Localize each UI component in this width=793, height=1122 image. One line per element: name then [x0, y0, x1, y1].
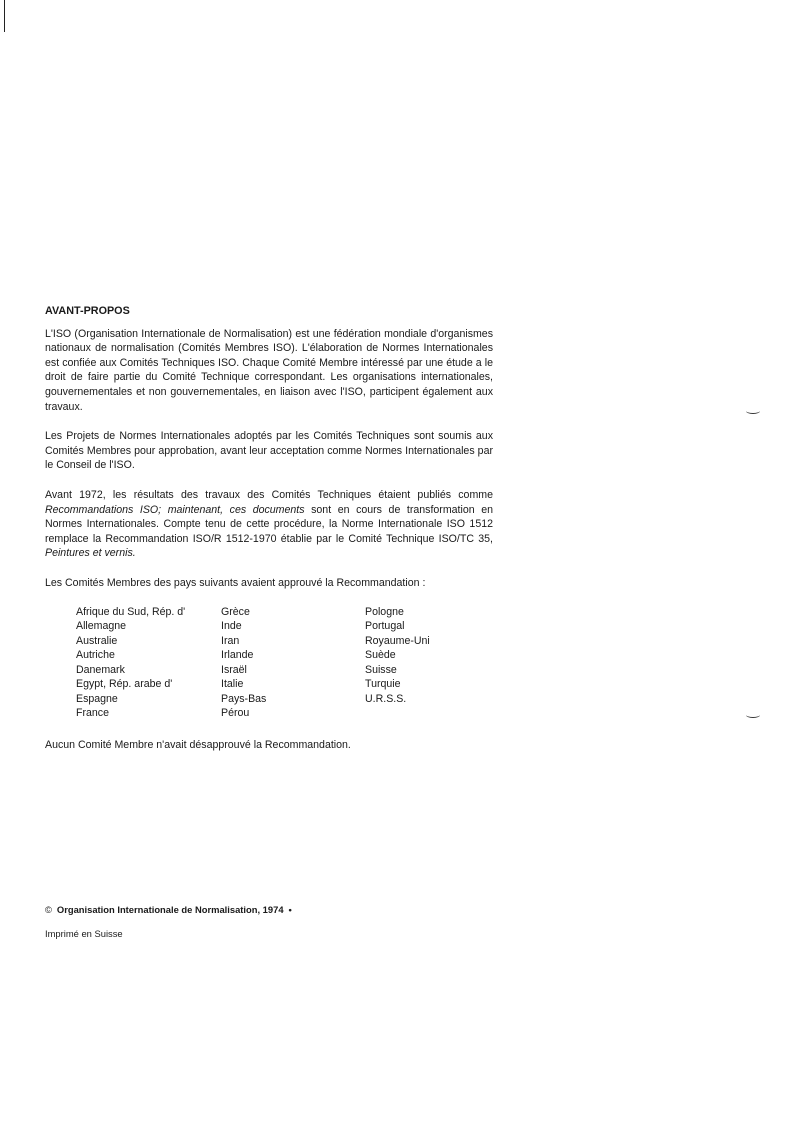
country-item: Grèce [221, 605, 250, 618]
margin-tick-mark [746, 712, 760, 718]
country-item: Suède [365, 649, 396, 661]
country-item: Afrique du Sud, Rép. d' [76, 605, 186, 618]
country-item: Pologne [365, 605, 404, 618]
country-item: France [76, 707, 109, 719]
country-item: Turquie [365, 678, 401, 690]
history-italic-committee-title: Peintures et vernis. [45, 547, 136, 560]
country-item: Suisse [365, 663, 397, 676]
country-item: Irlande [221, 649, 254, 661]
country-item: Autriche [76, 649, 115, 661]
foreword-paragraph-history [45, 488, 493, 561]
country-item: Espagne [76, 692, 118, 705]
country-item: U.R.S.S. [365, 692, 407, 705]
country-item: Pays-Bas [221, 692, 267, 705]
bullet-icon: • [288, 904, 292, 915]
country-column-2 [221, 605, 365, 721]
copyright-icon: © [45, 904, 52, 915]
country-column-1 [76, 605, 221, 721]
country-item: Royaume-Uni [365, 634, 430, 647]
country-item: Pérou [221, 707, 250, 719]
foreword-heading: AVANT-PROPOS [45, 305, 130, 317]
country-item: Italie [221, 678, 244, 690]
page-edge-mark [4, 0, 5, 32]
history-italic-maintenant: maintenant, ces documents [167, 503, 305, 516]
history-italic-recommandations: Recommandations ISO; [45, 503, 162, 516]
country-item: Danemark [76, 663, 125, 676]
country-item: Israël [221, 663, 247, 676]
foreword-section [45, 304, 493, 752]
foreword-paragraph-iso: L'ISO (Organisation Internationale de Normalisation) est une fédération mondiale d'organismes nationaux de normalisation (Comités Membres ISO). L'élaboration de Normes Internationales est confiée aux Comités Techniques ISO. Chaque Comité Membre intéressé par une étude a le droit de faire partie du Comité Technique correspondant. Les organisations internationales, gouvernementales et non gouvernementales, en liaison avec l'ISO, participent également aux travaux. [45, 327, 493, 413]
country-item: Portugal [365, 620, 405, 632]
history-text-2 [161, 504, 168, 516]
margin-tick-mark [746, 408, 760, 414]
country-column-3 [365, 605, 505, 721]
country-item: Allemagne [76, 620, 127, 632]
country-item: Iran [221, 634, 240, 647]
country-item: Inde [221, 620, 242, 632]
disapproval-statement: Aucun Comité Membre n'avait désapprouvé la Recommandation. [45, 738, 351, 751]
history-text-3: sont en cours de transformation en Normes Internationales. Compte tenu de cette procédure, la Norme Internationale ISO 1512 remplace la Recommandation ISO/R 1512-1970 établie par le Comité Technique ISO/TC 35, [45, 503, 493, 545]
country-item: Australie [76, 634, 118, 647]
country-list [76, 605, 493, 721]
copyright-text: Organisation Internationale de Normalisation, 1974 [56, 904, 284, 915]
printed-in-line: Imprimé en Suisse [45, 928, 123, 939]
history-text-1: Avant 1972, les résultats des travaux des Comités Techniques étaient publiés comme [45, 488, 493, 501]
copyright-line [45, 904, 292, 915]
foreword-paragraph-drafts: Les Projets de Normes Internationales adoptés par les Comités Techniques sont soumis aux Comités Membres pour approbation, avant leur acceptation comme Normes Internationales par le Conseil de l'ISO. [45, 430, 493, 472]
country-item: Egypt, Rép. arabe d' [76, 678, 173, 690]
approval-intro: Les Comités Membres des pays suivants avaient approuvé la Recommandation : [45, 576, 426, 589]
